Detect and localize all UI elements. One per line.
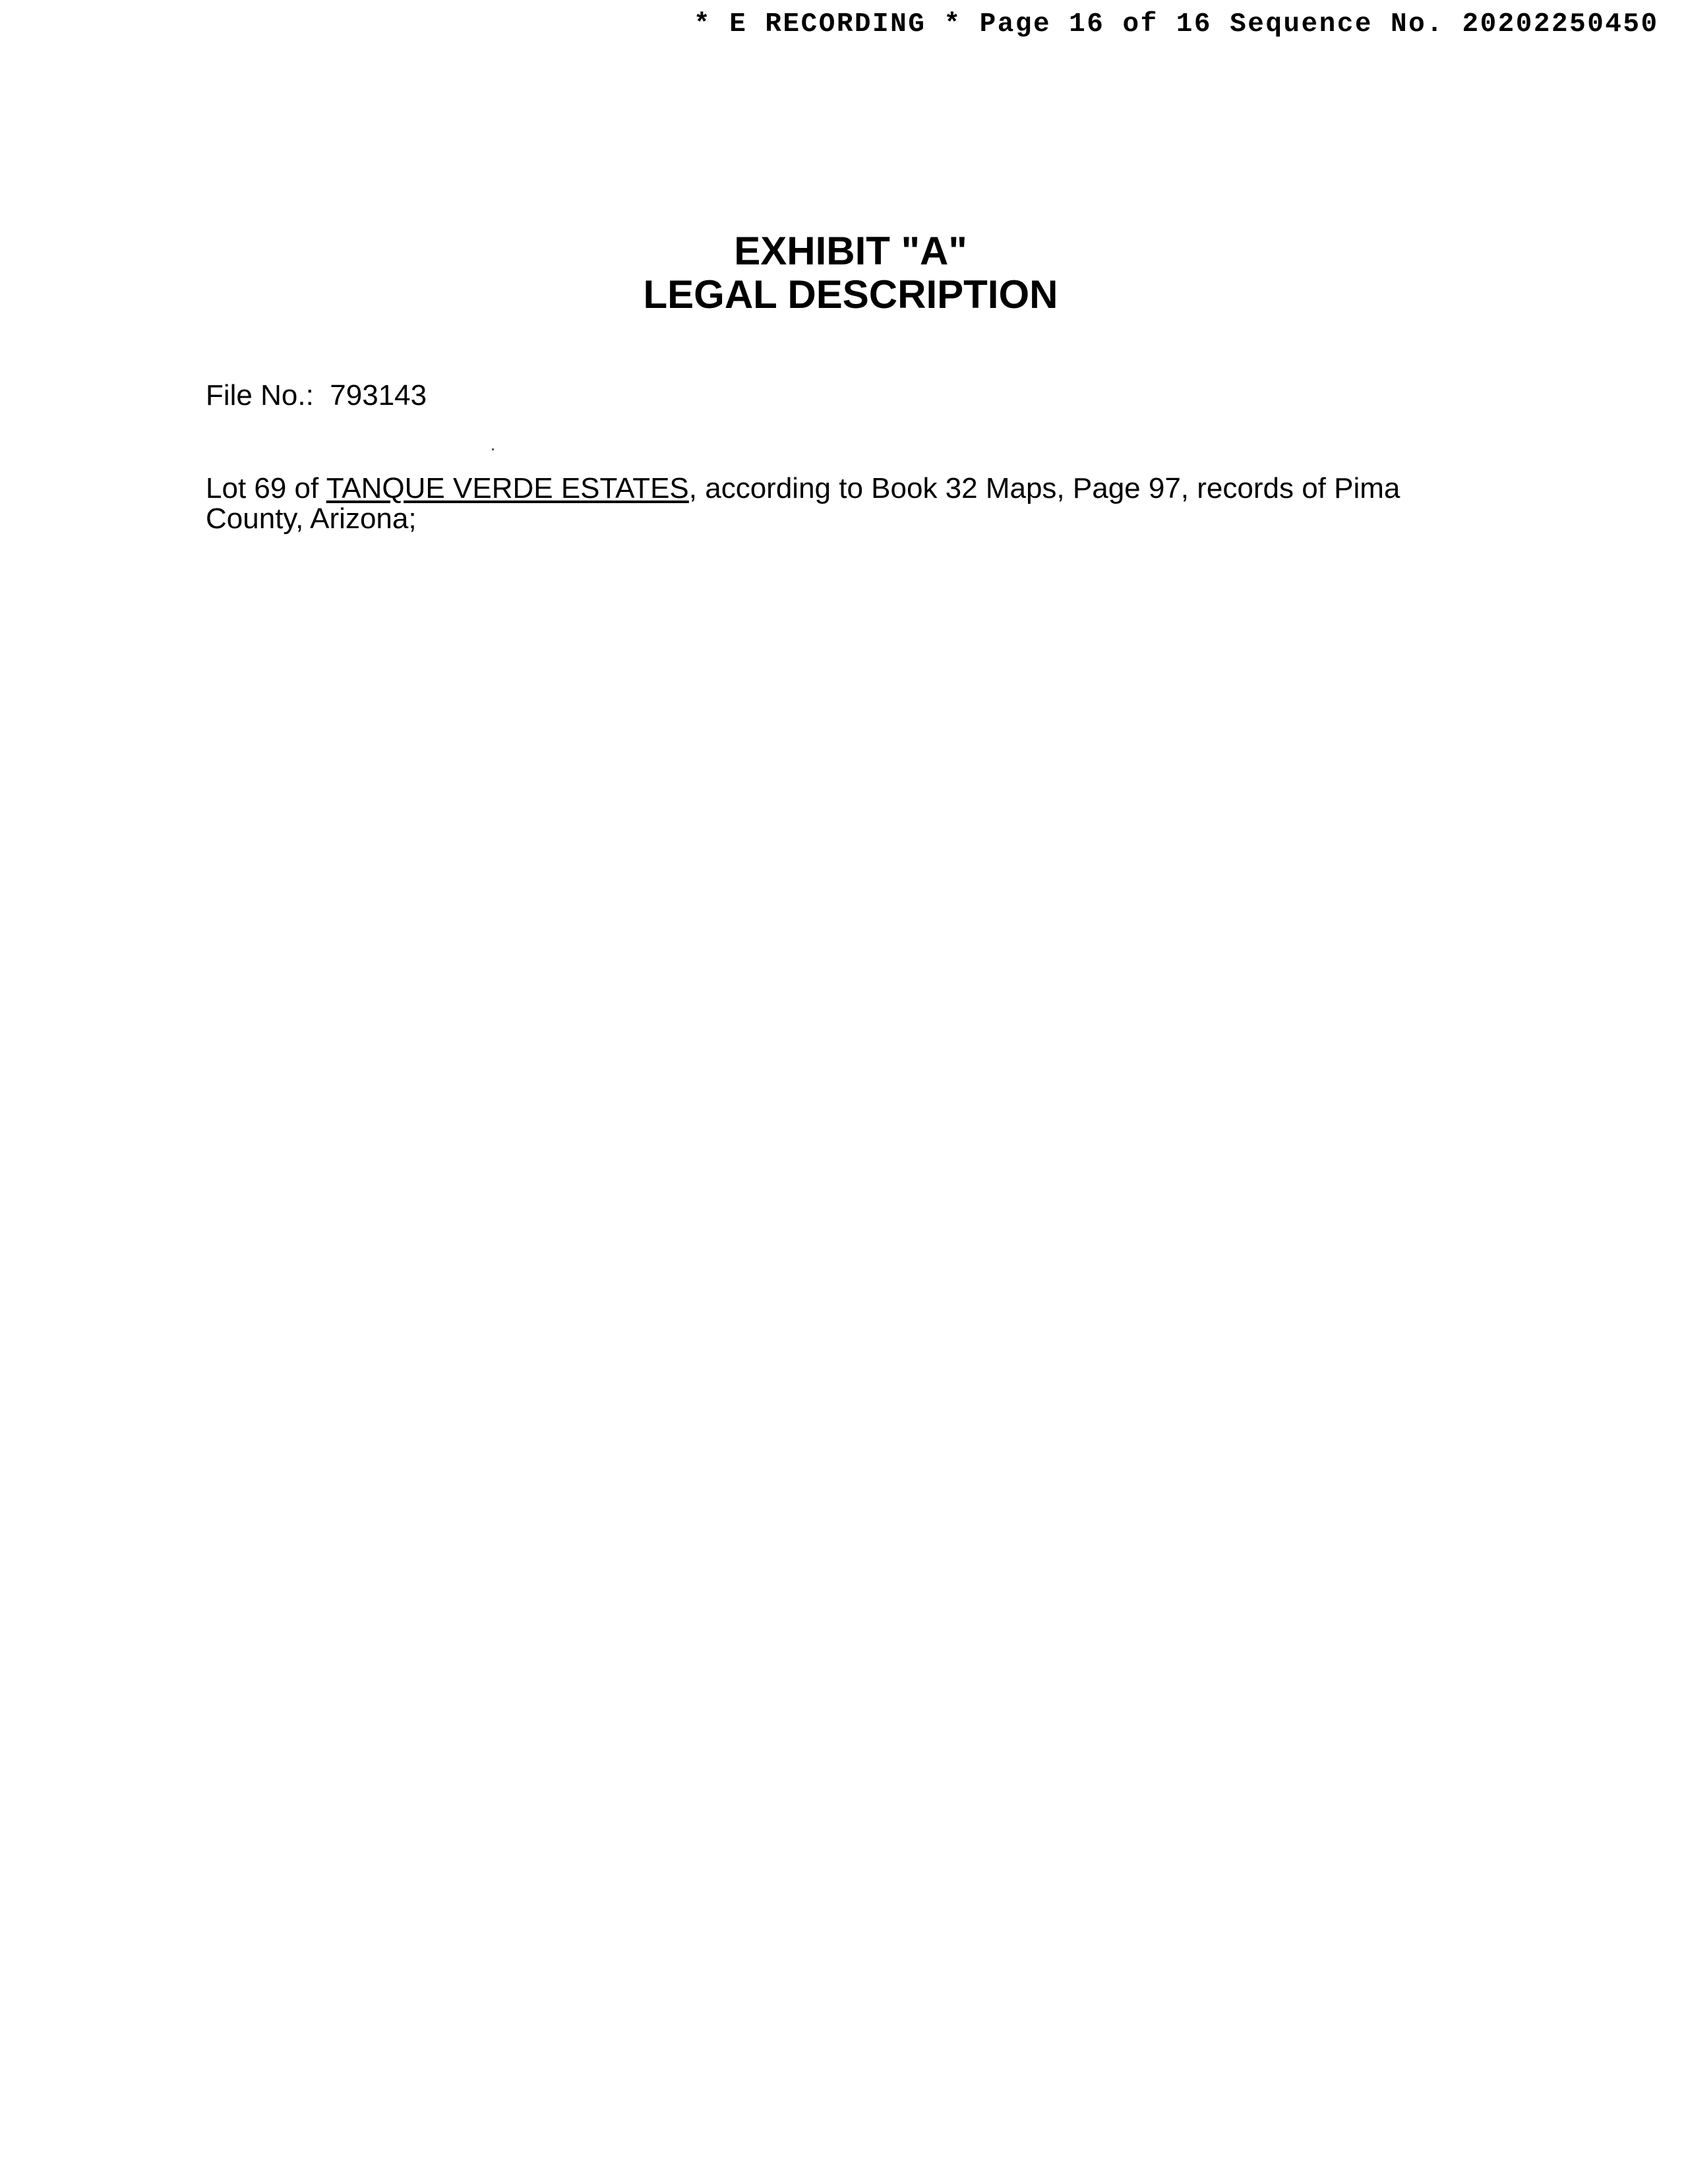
exhibit-subtitle: LEGAL DESCRIPTION [643,272,1058,317]
file-number-line [206,379,427,413]
legal-prefix: Lot 69 of [206,472,326,504]
file-number-label: File No.: [206,379,314,411]
exhibit-title: EXHIBIT "A" [734,229,967,273]
exhibit-heading [0,229,1688,317]
recording-header: * E RECORDING * Page 16 of 16 Sequence No. 20202250450 [694,9,1659,40]
file-number-value: 793143 [330,379,427,411]
legal-description [206,473,1498,534]
subdivision-name: TANQUE VERDE ESTATES [326,472,689,504]
legal-suffix: , according to Book 32 Maps, Page 97, records of Pima County, Arizona; [206,472,1401,535]
stray-mark [492,448,494,450]
